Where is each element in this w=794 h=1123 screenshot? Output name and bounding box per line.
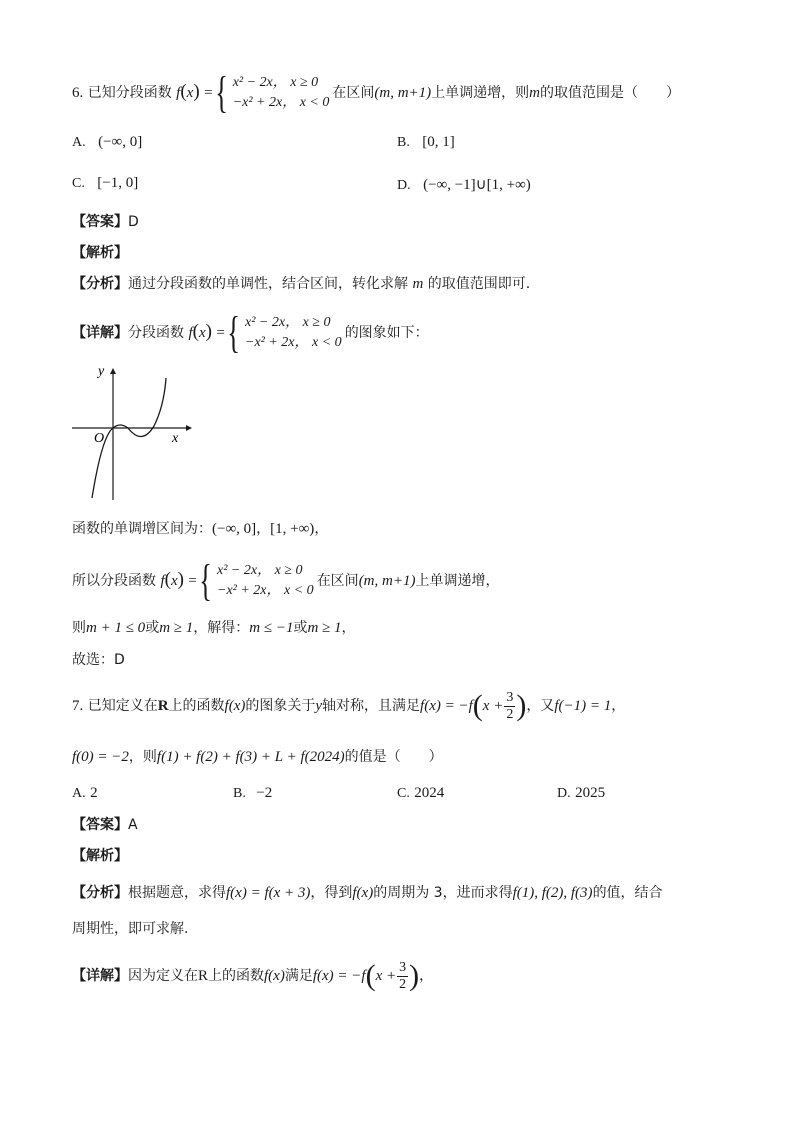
q6-interval: (m, m+1)	[374, 85, 432, 101]
q6-stem-text-a: 已知分段函数	[87, 85, 172, 101]
q7-option-d: D. 2025	[557, 785, 606, 801]
q7-fenxi: 【分析】根据题意，求得f(x) = f(x + 3)，得到f(x)的周期为 3，进而求得f(1), f(2), f(3)的值，结合	[72, 885, 663, 901]
q7-fenxi-cont: 周期性，即可求解.	[72, 921, 189, 937]
origin-label: O	[94, 431, 105, 446]
q6-increase-intervals: 函数的单调增区间为：(−∞, 0]，[1, +∞)，	[72, 521, 329, 537]
q6-answer: 【答案】D	[72, 214, 139, 230]
q7-option-a: A. 2	[72, 785, 98, 801]
x-axis-arrow-icon	[186, 425, 192, 431]
q7-option-b: B. −2	[233, 785, 273, 801]
q7-analysis-heading: 【解析】	[72, 848, 128, 864]
q6-brace: {	[214, 68, 228, 117]
q7-stem-cont: f(0) = −2，则f(1) + f(2) + f(3) + L + f(2024)的值是（ ）	[72, 749, 443, 765]
y-axis-label: y	[98, 366, 105, 379]
q6-analysis-heading: 【解析】	[72, 245, 128, 261]
q7-answer: 【答案】A	[72, 817, 138, 833]
x-axis-label: x	[172, 431, 179, 446]
q7-fraction: $\frac{3}{2}$	[506, 689, 514, 722]
q6-so-line: 所以分段函数 f(x) ={ x² − 2x， x ≥ 0 −x² + 2x， x < 0 在区间(m, m+1)上单调递增，	[72, 556, 500, 605]
q6-function-graph	[72, 366, 202, 506]
q6-choose: 故选：D	[72, 652, 125, 668]
q6-number: 6.	[72, 85, 84, 101]
q6-piecewise: x² − 2x， x ≥ 0 −x² + 2x， x < 0	[232, 75, 330, 110]
q6-option-a: A. (−∞, 0]	[72, 134, 143, 150]
q7-stem: 7. 已知定义在R上的函数f(x)的图象关于y轴对称，且满足f(x) = −f(x + $\frac{3}{2}$ )，又f(−1) = 1，	[72, 689, 626, 722]
q6-fx: f	[176, 85, 181, 101]
q6-detail: 【详解】分段函数 f(x) ={ x² − 2x， x ≥ 0 −x² + 2x， x < 0 的图象如下：	[72, 308, 429, 357]
q6-fenxi: 【分析】通过分段函数的单调性，结合区间，转化求解 m 的取值范围即可.	[72, 276, 531, 292]
q7-detail: 【详解】因为定义在R上的函数f(x)满足f(x) = −f(x + $\frac{3}{2}$ )，	[72, 959, 434, 992]
q6-option-b: B. [0, 1]	[397, 134, 455, 150]
q6-option-c: C. [−1, 0]	[72, 175, 139, 191]
q6-stem: 6. 已知分段函数 f(x) ={ x² − 2x， x ≥ 0 −x² + 2x， x < 0 在区间(m, m+1)上单调递增，则m的取值范围是（ ）	[72, 68, 681, 117]
q6-option-d: D. (−∞, −1]∪[1, +∞)	[397, 177, 531, 193]
y-axis-arrow-icon	[110, 368, 116, 374]
q7-option-c: C. 2024	[397, 785, 445, 801]
q6-then-line: 则m + 1 ≤ 0或m ≥ 1，解得：m ≤ −1或m ≥ 1，	[72, 620, 356, 636]
